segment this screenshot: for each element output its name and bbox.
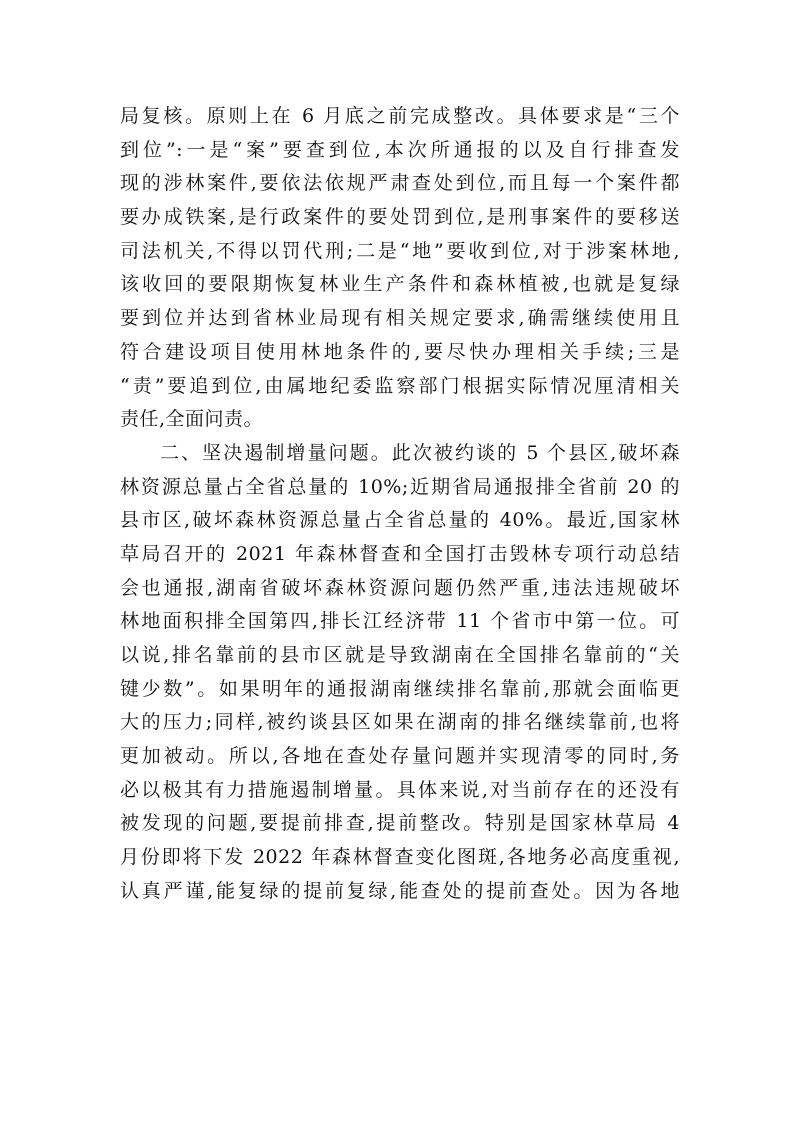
text-line: 司法机关,不得以罚代刑;二是“地”要收到位,对于涉案林地, — [120, 239, 680, 262]
text-line: 要到位并达到省林业局现有相关规定要求,确需继续使用且 — [120, 307, 680, 330]
text-line: 键少数”。如果明年的通报湖南继续排名靠前,那就会面临更 — [120, 677, 680, 700]
text-line: 更加被动。所以,各地在查处存量问题并实现清零的同时,务 — [120, 745, 680, 768]
text-line: 林地面积排全国第四,排长江经济带 11 个省市中第一位。可 — [120, 610, 680, 633]
text-line: 责任,全面问责。 — [120, 408, 264, 431]
text-line: 必以极其有力措施遏制增量。具体来说,对当前存在的还没有 — [120, 778, 680, 801]
text-line: 局复核。原则上在 6 月底之前完成整改。具体要求是“三个 — [120, 105, 680, 127]
text-line: 该收回的要限期恢复林业生产条件和森林植被,也就是复绿 — [120, 273, 680, 296]
text-line: 认真严谨,能复绿的提前复绿,能查处的提前查处。因为各地 — [120, 879, 680, 902]
text-line: 现的涉林案件,要依法依规严肃查处到位,而且每一个案件都 — [120, 172, 680, 195]
text-line: 林资源总量占全省总量的 10%;近期省局通报排全省前 20 的 — [120, 475, 680, 498]
text-line: 县市区,破坏森林资源总量占全省总量的 40%。最近,国家林 — [120, 509, 680, 532]
text-line: 草局召开的 2021 年森林督查和全国打击毁林专项行动总结 — [120, 542, 680, 565]
text-line: 符合建设项目使用林地条件的,要尽快办理相关手续;三是 — [120, 340, 680, 363]
text-line: 要办成铁案,是行政案件的要处罚到位,是刑事案件的要移送 — [120, 206, 680, 229]
text-line: 大的压力;同样,被约谈县区如果在湖南的排名继续靠前,也将 — [120, 711, 680, 734]
text-line: “责”要追到位,由属地纪委监察部门根据实际情况厘清相关 — [120, 374, 680, 397]
body-text — [120, 100, 680, 909]
text-line: 到位”:一是“案”要查到位,本次所通报的以及自行排查发 — [120, 138, 680, 161]
text-line: 月份即将下发 2022 年森林督查变化图斑,各地务必高度重视, — [120, 846, 680, 869]
text-line: 被发现的问题,要提前排查,提前整改。特别是国家林草局 4 — [120, 812, 680, 835]
text-line: 会也通报,湖南省破坏森林资源问题仍然严重,违法违规破坏 — [120, 576, 680, 599]
text-line: 以说,排名靠前的县市区就是导致湖南在全国排名靠前的“关 — [120, 644, 680, 666]
section-heading-line: 二、坚决遏制增量问题。此次被约谈的 5 个县区,破坏森 — [160, 441, 680, 464]
